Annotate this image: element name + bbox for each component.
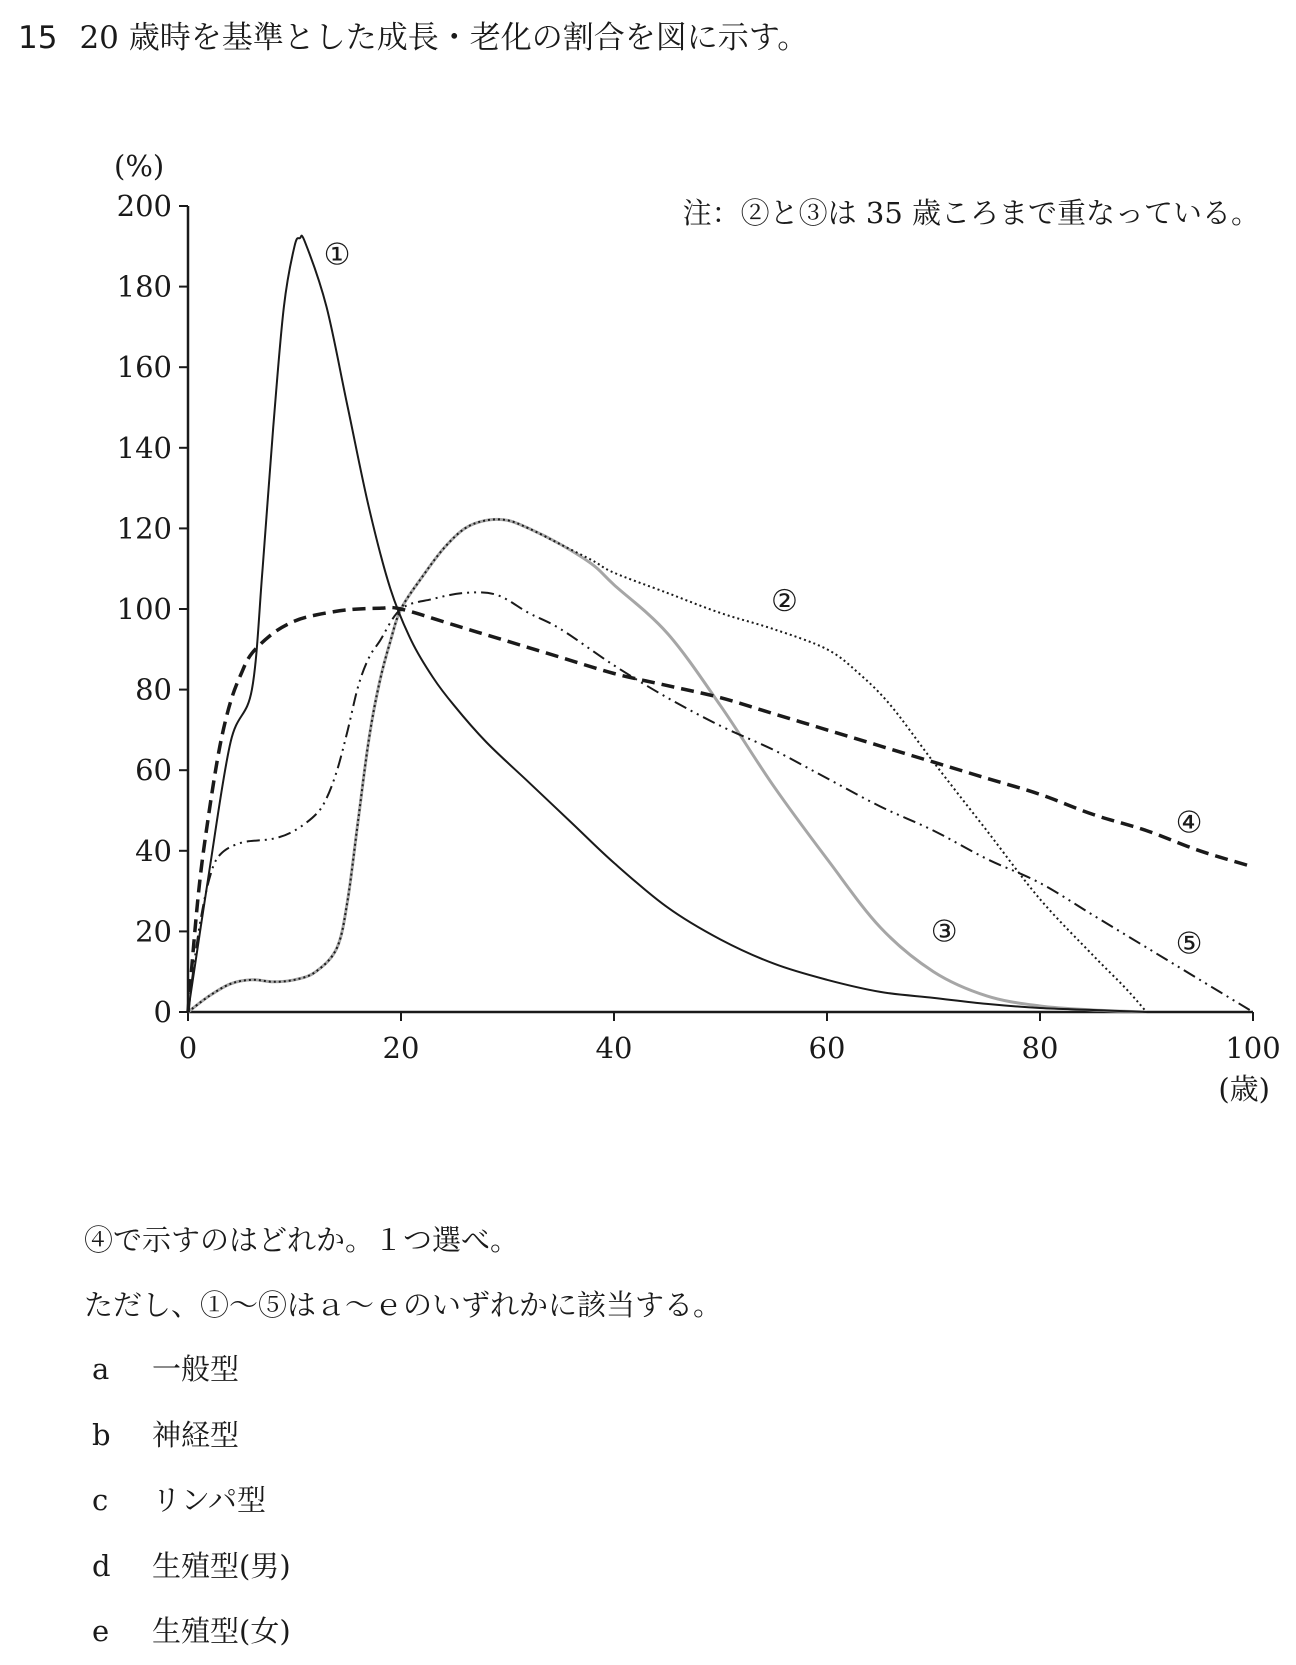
series-label-1: ① [323, 237, 351, 273]
x-tick-label: 40 [595, 1031, 633, 1065]
option-letter: b [92, 1417, 111, 1452]
option-text: 一般型 [152, 1352, 240, 1386]
y-tick-label: 180 [116, 269, 172, 304]
series-label-5: ⑤ [1175, 926, 1203, 962]
option-letter: a [92, 1352, 110, 1386]
option-text: リンパ型 [152, 1483, 266, 1517]
question-note: ただし、①～⑤はａ～ｅのいずれかに該当する。 [84, 1288, 723, 1322]
chart-annotation: 注：②と③は 35 歳ころまで重なっている。 [682, 196, 1260, 230]
option-a[interactable] [92, 1337, 291, 1403]
option-letter: d [92, 1548, 111, 1583]
question-body [84, 1208, 722, 1338]
option-letter: e [92, 1614, 110, 1648]
series-line-2 [188, 519, 1147, 1012]
y-tick-label: 0 [153, 995, 172, 1029]
option-text: 神経型 [152, 1417, 240, 1452]
option-e[interactable] [92, 1599, 291, 1665]
y-tick-label: 160 [116, 350, 172, 385]
question-title: 20 歳時を基準とした成長・老化の割合を図に示す。 [79, 20, 809, 56]
y-tick-label: 60 [135, 753, 172, 788]
series-label-3: ③ [930, 914, 958, 950]
x-tick-label: 80 [1021, 1031, 1059, 1065]
option-text: 生殖型(男) [152, 1548, 291, 1583]
series-line-1 [188, 236, 1147, 1012]
y-tick-label: 120 [116, 511, 172, 546]
question-number: 15 [18, 20, 58, 56]
question-prompt: ④で示すのはどれか。１つ選べ。 [84, 1223, 520, 1257]
y-tick-label: 200 [116, 189, 172, 223]
y-tick-label: 80 [135, 672, 172, 707]
y-unit-label: (%) [114, 149, 165, 183]
option-d[interactable] [92, 1534, 291, 1600]
y-tick-label: 140 [116, 430, 172, 465]
x-unit-label: (歳) [1218, 1072, 1270, 1106]
y-tick-label: 100 [116, 592, 172, 626]
y-tick-label: 20 [135, 914, 172, 949]
series-label-2: ② [770, 583, 798, 619]
series-line-5 [188, 592, 1253, 1012]
series-label-4: ④ [1175, 805, 1203, 841]
option-letter: c [92, 1483, 109, 1517]
y-tick-label: 40 [135, 833, 172, 868]
x-tick-label: 0 [178, 1031, 198, 1065]
x-tick-label: 20 [382, 1031, 420, 1065]
series-line-4 [188, 607, 1253, 1012]
x-tick-label: 100 [1225, 1031, 1281, 1065]
x-tick-label: 60 [808, 1031, 846, 1065]
option-text: 生殖型(女) [152, 1614, 291, 1648]
option-c[interactable] [92, 1468, 291, 1534]
answer-options [92, 1337, 291, 1665]
option-b[interactable] [92, 1403, 291, 1469]
